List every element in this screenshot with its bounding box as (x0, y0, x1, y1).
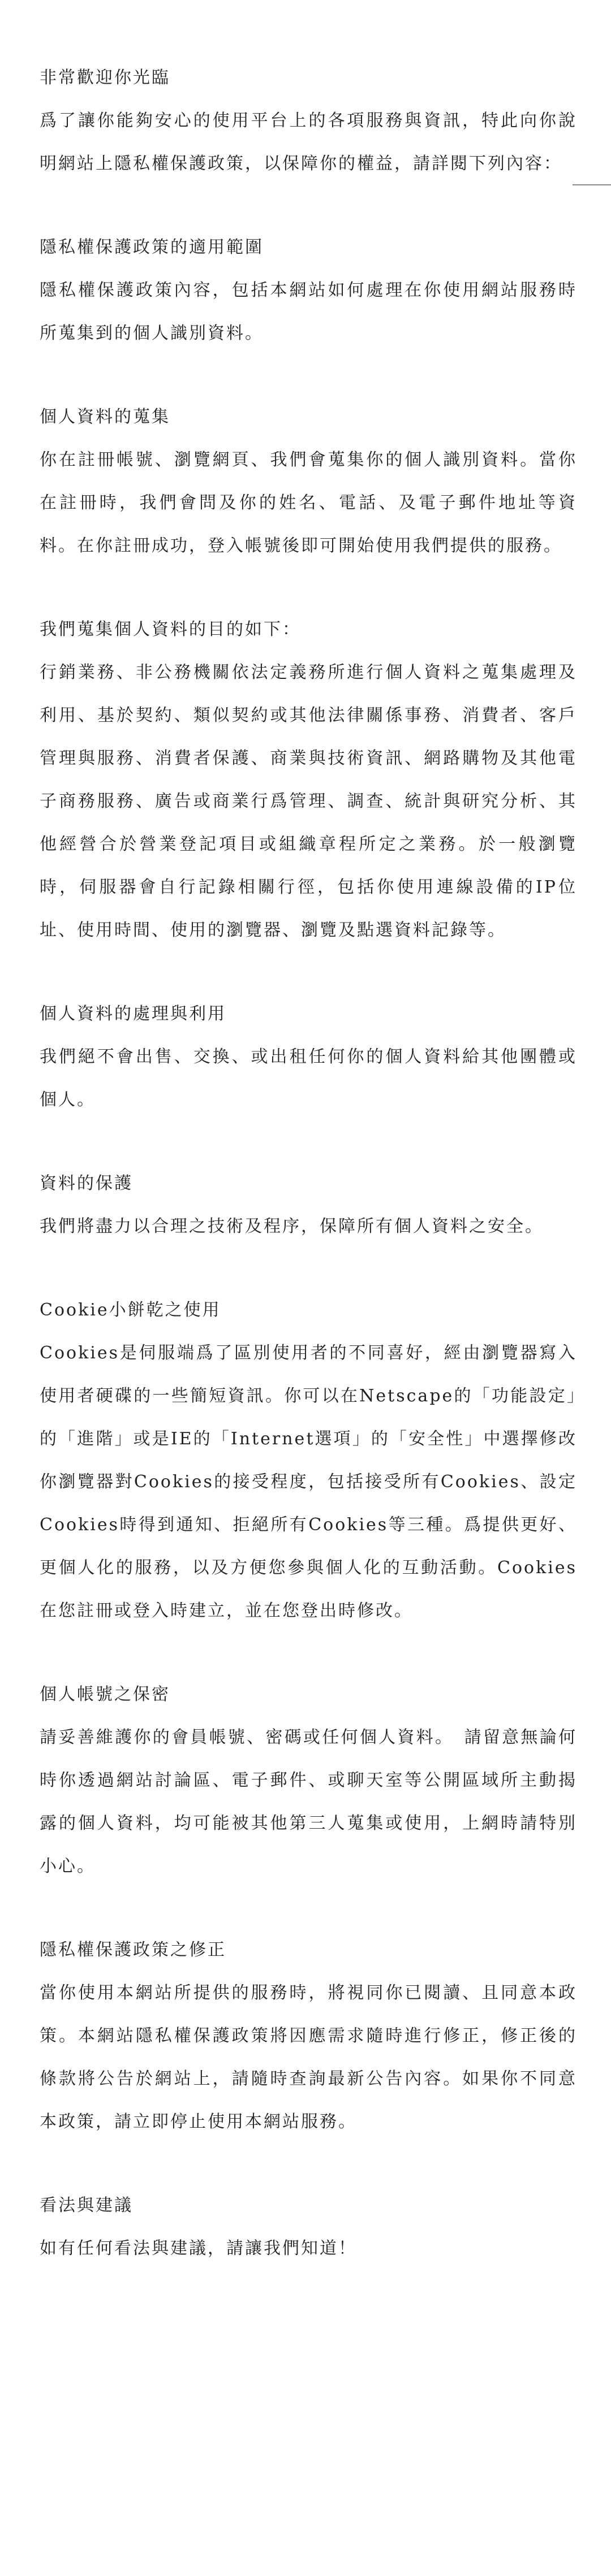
section-body: 請妥善維護你的會員帳號、密碼或任何個人資料。 請留意無論何時你透過網站討論區、電子郵件、或聊天室等公開區域所主動揭露的個人資料，均可能被其他第三人蒐集或使用，上網時請特別小心。 (40, 1728, 577, 1876)
section-body: 如有任何看法與建議，請讓我們知道！ (40, 2239, 357, 2258)
section-data-collection (40, 396, 577, 568)
section-title: 資料的保護 (40, 1174, 133, 1193)
section-body: 當你使用本網站所提供的服務時，將視同你已閱讀、且同意本政策。本網站隱私權保護政策將因應需求隨時進行修正，修正後的條款將公告於網站上，請隨時查詢最新公告內容。如果你不同意本政策，請立即停止使用本網站服務。 (40, 1983, 577, 2132)
privacy-policy-document (40, 57, 577, 2311)
section-title: Cookie小餅乾之使用 (40, 1300, 221, 1320)
decorative-divider (573, 184, 611, 185)
section-body: 隱私權保護政策內容，包括本網站如何處理在你使用網站服務時所蒐集到的個人識別資料。 (40, 280, 577, 343)
section-body: 你在註冊帳號、瀏覽網頁、我們會蒐集你的個人識別資料。當你在註冊時，我們會問及你的姓名、電話、及電子郵件地址等資料。在你註冊成功，登入帳號後即可開始使用我們提供的服務。 (40, 450, 577, 556)
section-policy-changes (40, 1929, 577, 2144)
section-feedback (40, 2184, 577, 2270)
section-title: 我們蒐集個人資料的目的如下： (40, 620, 301, 639)
section-body: 我們絕不會出售、交換、或出租任何你的個人資料給其他團體或個人。 (40, 1047, 577, 1110)
section-body: Cookies是伺服端爲了區別使用者的不同喜好，經由瀏覽器寫入使用者硬碟的一些簡短資訊。你可以在Netscape的「功能設定」的「進階」或是IE的「Internet選項」的「安全性」中選擇修改你瀏覽器對Cookies的接受程度，包括接受所有Cookies、設定Cookies時得到通知、拒絕所有Cookies等三種。爲提供更好、更個人化的服務，以及方便您參與個人化的互動活動。Cookies在您註冊或登入時建立，並在您登出時修改。 (40, 1343, 577, 1621)
section-account-security (40, 1673, 577, 1888)
intro-body: 爲了讓你能夠安心的使用平台上的各項服務與資訊，特此向你說明網站上隱私權保護政策，以保障你的權益，請詳閱下列內容： (40, 111, 577, 174)
section-data-use (40, 993, 577, 1122)
section-title: 隱私權保護政策的適用範圍 (40, 237, 264, 257)
section-collection-purpose (40, 608, 577, 952)
section-body: 我們將盡力以合理之技術及程序，保障所有個人資料之安全。 (40, 1216, 544, 1236)
section-data-protection (40, 1162, 577, 1248)
intro-section (40, 57, 577, 185)
section-title: 看法與建議 (40, 2196, 133, 2215)
section-title: 個人資料的處理與利用 (40, 1004, 226, 1024)
section-body: 行銷業務、非公務機關依法定義務所進行個人資料之蒐集處理及利用、基於契約、類似契約或其他法律關係事務、消費者、客戶管理與服務、消費者保護、商業與技術資訊、網路購物及其他電子商務服務、廣告或商業行爲管理、調查、統計與研究分析、其他經營合於營業登記項目或組織章程所定之業務。於一般瀏覽時，伺服器會自行記錄相關行徑，包括你使用連線設備的IP位址、使用時間、使用的瀏覽器、瀏覽及點選資料記錄等。 (40, 663, 577, 940)
section-scope (40, 226, 577, 355)
section-cookies (40, 1289, 577, 1633)
section-title: 個人資料的蒐集 (40, 407, 170, 427)
section-title: 隱私權保護政策之修正 (40, 1940, 226, 1960)
intro-heading: 非常歡迎你光臨 (40, 68, 170, 88)
section-title: 個人帳號之保密 (40, 1685, 170, 1704)
